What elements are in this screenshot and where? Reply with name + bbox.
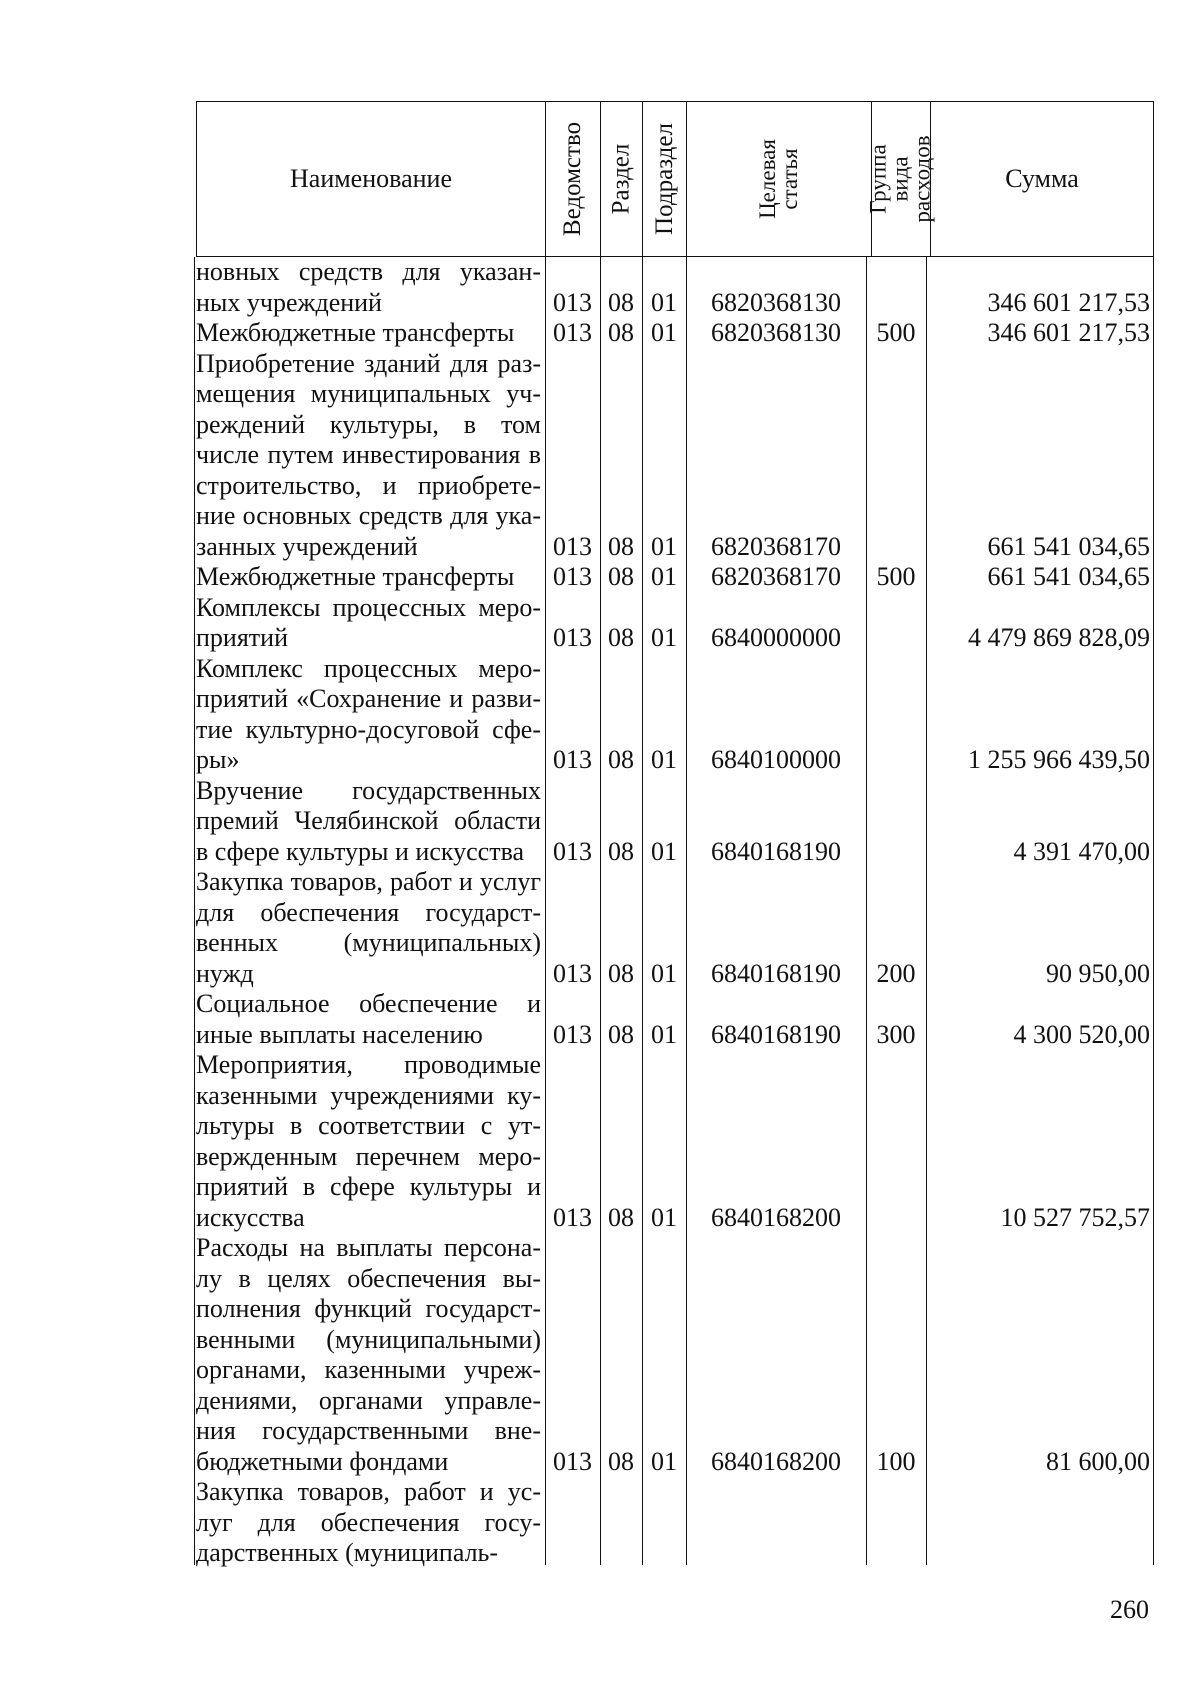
row-target-value: 6820368130 (711, 318, 841, 347)
row-target (686, 257, 866, 318)
row-name-line: для обеспечения государст- (196, 897, 541, 927)
row-target-value: 6840168200 (711, 1446, 841, 1476)
row-sub (642, 654, 686, 776)
row-name (196, 654, 541, 776)
row-target (686, 1477, 866, 1569)
row-name-line: искусства (196, 1202, 305, 1232)
row-target-value: 6820368170 (711, 562, 841, 591)
row-sec-value: 08 (608, 562, 634, 591)
row-name-line: иные выплаты населению (196, 1019, 483, 1049)
row-dept-value: 013 (553, 562, 592, 591)
row-target-value: 6820368170 (711, 531, 841, 561)
row-grp-value: 200 (876, 958, 916, 988)
row-sum (930, 1477, 1150, 1569)
row-sec (600, 562, 642, 593)
row-sum-value: 661 541 034,65 (987, 562, 1150, 591)
row-name-line: дениями, органами управле- (196, 1385, 541, 1415)
row-sec-value: 08 (608, 836, 634, 866)
row-name (196, 257, 541, 318)
page-number: 260 (1110, 1595, 1149, 1624)
header-section (600, 101, 642, 257)
row-name (196, 1233, 541, 1477)
row-name-line: льтуры в соответствии с ут- (196, 1111, 541, 1140)
row-name-line: Закупка товаров, работ и ус- (196, 1477, 541, 1506)
header-subsection-label: Подраздел (650, 123, 678, 235)
header-group (866, 101, 936, 257)
row-target (686, 1050, 866, 1233)
row-sec (600, 593, 642, 654)
row-name-line: новных средств для указан- (196, 257, 541, 286)
header-subsection (642, 101, 686, 257)
row-grp-value: 300 (876, 1019, 916, 1049)
row-sec-value: 08 (608, 958, 634, 988)
header-target-label: Целевая статья (754, 139, 802, 219)
row-dept-value: 013 (553, 623, 592, 652)
row-sub (642, 562, 686, 593)
row-sub (642, 1050, 686, 1233)
row-name-line: ние основных средств для ука- (196, 501, 541, 530)
row-sec (600, 1477, 642, 1569)
row-dept-value: 013 (553, 287, 592, 317)
row-target-value: 6840168200 (711, 1202, 841, 1232)
row-name (196, 349, 541, 563)
row-sec-value: 08 (608, 287, 634, 317)
row-dept (545, 593, 600, 654)
row-name (196, 989, 541, 1050)
row-target-value: 6840168190 (711, 958, 841, 988)
row-sum-value: 81 600,00 (1046, 1446, 1150, 1476)
row-grp (866, 1477, 926, 1569)
row-sub-value: 01 (651, 1202, 677, 1232)
table-row (0, 776, 1200, 868)
row-name-line: Расходы на выплаты персона- (196, 1233, 541, 1262)
row-name-line: вержденным перечнем меро- (196, 1141, 541, 1171)
row-sum (930, 257, 1150, 318)
row-sum (930, 1233, 1150, 1477)
row-dept-value: 013 (553, 318, 592, 347)
row-name-line: казенными учреждениями ку- (196, 1080, 541, 1110)
row-name-line: в сфере культуры и искусства (196, 836, 525, 866)
row-sub (642, 776, 686, 868)
row-sub (642, 989, 686, 1050)
row-sub (642, 593, 686, 654)
row-sum-value: 346 601 217,53 (987, 287, 1150, 317)
row-target (686, 776, 866, 868)
row-target (686, 318, 866, 349)
row-target-value: 6840000000 (711, 623, 841, 652)
row-target (686, 593, 866, 654)
row-dept-value: 013 (553, 958, 592, 988)
row-name-line: Социальное обеспечение и (196, 989, 541, 1018)
row-grp (866, 349, 926, 563)
row-sub-value: 01 (651, 1019, 677, 1049)
row-sub (642, 257, 686, 318)
row-sum (930, 1050, 1150, 1233)
row-name-line: тие культурно-досуговой сфе- (196, 714, 541, 744)
row-sub (642, 318, 686, 349)
row-sec-value: 08 (608, 1446, 634, 1476)
row-sec (600, 776, 642, 868)
table-row (0, 1477, 1200, 1569)
row-name-line: строительство, и приобрете- (196, 470, 541, 500)
row-sum (930, 318, 1150, 349)
row-sum-value: 4 300 520,00 (1013, 1019, 1150, 1049)
row-name-line: числе путем инвестирования в (196, 440, 541, 469)
row-name (196, 1050, 541, 1233)
row-name (196, 593, 541, 654)
row-dept (545, 1477, 600, 1569)
row-sum-value: 4 479 869 828,09 (968, 623, 1150, 652)
row-sub (642, 1233, 686, 1477)
row-sec-value: 08 (608, 318, 634, 347)
row-grp (866, 562, 926, 593)
row-sum (930, 349, 1150, 563)
row-sum (930, 867, 1150, 989)
row-name (196, 1477, 541, 1569)
row-dept (545, 1050, 600, 1233)
row-name-line: Комплексы процессных меро- (196, 592, 541, 622)
row-name-line: Комплекс процессных меро- (196, 653, 541, 683)
header-sum-label: Сумма (1005, 164, 1079, 193)
row-sub-value: 01 (651, 531, 677, 561)
row-sum (930, 562, 1150, 593)
row-sub-value: 01 (651, 562, 677, 591)
row-target (686, 1233, 866, 1477)
row-name-line: полнения функций государст- (196, 1294, 541, 1323)
row-name-line: дарственных (муниципаль- (196, 1538, 499, 1567)
row-dept (545, 654, 600, 776)
table-row (0, 1233, 1200, 1477)
row-sec (600, 654, 642, 776)
row-sub-value: 01 (651, 287, 677, 317)
row-dept (545, 349, 600, 563)
row-grp (866, 318, 926, 349)
row-target (686, 654, 866, 776)
row-sum-value: 1 255 966 439,50 (968, 745, 1150, 774)
row-target-value: 6840168190 (711, 836, 841, 866)
row-name (196, 776, 541, 868)
row-grp (866, 1233, 926, 1477)
row-target (686, 562, 866, 593)
header-dept-label: Ведомство (559, 121, 587, 237)
row-name-line: лу в целях обеспечения вы- (196, 1263, 541, 1293)
row-name-line: органами, казенными учреж- (196, 1355, 541, 1384)
row-sum (930, 776, 1150, 868)
header-name-label: Наименование (290, 164, 452, 193)
row-sec (600, 867, 642, 989)
row-name (196, 562, 541, 593)
row-sub-value: 01 (651, 745, 677, 774)
table-row (0, 593, 1200, 654)
table-row (0, 562, 1200, 593)
row-grp (866, 654, 926, 776)
row-name-line: Вручение государственных (196, 775, 541, 805)
row-name-line: бюджетными фондами (196, 1446, 449, 1476)
row-dept (545, 989, 600, 1050)
row-sub-value: 01 (651, 623, 677, 652)
row-grp (866, 593, 926, 654)
table-row (0, 654, 1200, 776)
row-grp-value: 500 (876, 562, 916, 591)
row-name-line: венными (муниципальными) (196, 1324, 541, 1354)
row-name-line: Закупка товаров, работ и услуг (196, 867, 541, 896)
row-target-value: 6840168190 (711, 1019, 841, 1049)
row-name-line: Мероприятия, проводимые (196, 1050, 541, 1079)
row-sum-value: 661 541 034,65 (987, 531, 1150, 561)
row-sum (930, 989, 1150, 1050)
table-row (0, 349, 1200, 563)
row-sec (600, 989, 642, 1050)
row-dept (545, 257, 600, 318)
table-row (0, 867, 1200, 989)
row-name-line: приятий «Сохранение и разви- (196, 684, 541, 713)
header-target (686, 101, 871, 257)
row-sub-value: 01 (651, 958, 677, 988)
row-sub-value: 01 (651, 318, 677, 347)
row-target-value: 6820368130 (711, 287, 841, 317)
row-sec-value: 08 (608, 745, 634, 774)
row-name-line: Межбюджетные трансферты (196, 562, 515, 591)
table-row (0, 989, 1200, 1050)
row-grp (866, 1050, 926, 1233)
row-sec (600, 257, 642, 318)
row-target-value: 6840100000 (711, 745, 841, 774)
row-name-line: премий Челябинской области (196, 806, 541, 835)
row-sum (930, 593, 1150, 654)
row-sub-value: 01 (651, 1446, 677, 1476)
row-sum (930, 654, 1150, 776)
row-sum-value: 10 527 752,57 (1000, 1202, 1150, 1232)
row-grp (866, 867, 926, 989)
row-sec (600, 318, 642, 349)
row-dept (545, 318, 600, 349)
row-target (686, 349, 866, 563)
row-sec (600, 349, 642, 563)
row-dept-value: 013 (553, 836, 592, 866)
row-dept-value: 013 (553, 745, 592, 774)
row-name (196, 318, 541, 349)
row-dept (545, 867, 600, 989)
row-name-line: Приобретение зданий для раз- (196, 348, 541, 378)
row-name (196, 867, 541, 989)
header-sum (930, 101, 1154, 257)
header-group-label: Группа вида расходов (866, 135, 936, 223)
header-section-label: Раздел (607, 143, 635, 215)
table-row (0, 318, 1200, 349)
row-grp-value: 100 (876, 1446, 916, 1476)
row-name-line: приятий в сфере культуры и (196, 1172, 541, 1201)
row-sub-value: 01 (651, 836, 677, 866)
row-sub (642, 867, 686, 989)
row-dept (545, 1233, 600, 1477)
row-sum-value: 4 391 470,00 (1013, 836, 1150, 866)
row-name-line: мещения муниципальных уч- (196, 379, 541, 408)
row-dept-value: 013 (553, 1446, 592, 1476)
row-sub (642, 349, 686, 563)
table-row (0, 257, 1200, 318)
row-target (686, 867, 866, 989)
row-target (686, 989, 866, 1050)
row-name-line: Межбюджетные трансферты (196, 318, 515, 347)
row-sec-value: 08 (608, 1019, 634, 1049)
row-name-line: ры» (196, 745, 240, 774)
header-dept (545, 101, 600, 257)
row-dept-value: 013 (553, 531, 592, 561)
row-name-line: луг для обеспечения госу- (196, 1507, 541, 1537)
row-name-line: ных учреждений (196, 287, 382, 317)
row-sum-value: 346 601 217,53 (987, 318, 1150, 347)
row-sec (600, 1233, 642, 1477)
row-grp-value: 500 (876, 318, 916, 347)
row-dept (545, 562, 600, 593)
row-dept-value: 013 (553, 1019, 592, 1049)
row-sum-value: 90 950,00 (1046, 958, 1150, 988)
row-name-line: нужд (196, 958, 254, 988)
table-row (0, 1050, 1200, 1233)
row-sec-value: 08 (608, 1202, 634, 1232)
header-name (196, 101, 545, 257)
row-grp (866, 989, 926, 1050)
row-sec (600, 1050, 642, 1233)
row-grp (866, 776, 926, 868)
row-name-line: венных (муниципальных) (196, 928, 541, 957)
row-name-line: приятий (196, 623, 288, 652)
row-name-line: ния государственными вне- (196, 1416, 541, 1445)
row-name-line: занных учреждений (196, 531, 418, 561)
row-sub (642, 1477, 686, 1569)
row-grp (866, 257, 926, 318)
row-sec-value: 08 (608, 623, 634, 652)
row-dept (545, 776, 600, 868)
row-name-line: реждений культуры, в том (196, 409, 541, 439)
row-dept-value: 013 (553, 1202, 592, 1232)
row-sec-value: 08 (608, 531, 634, 561)
